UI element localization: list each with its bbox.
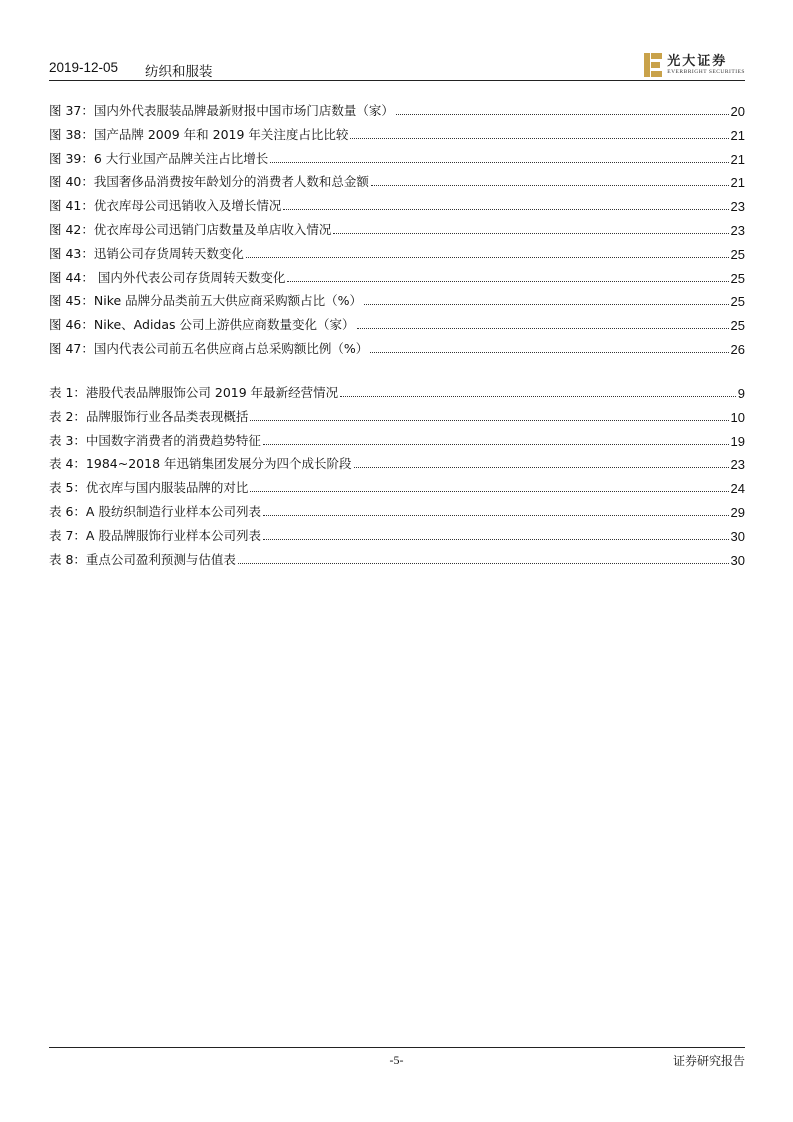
toc-entry[interactable] [49, 289, 745, 309]
company-logo [643, 50, 745, 80]
toc-entry[interactable] [49, 194, 745, 214]
toc-entry[interactable] [49, 476, 745, 496]
toc-entry-page: 30 [730, 528, 745, 544]
toc-leader-dots [357, 328, 729, 329]
toc-entry-page: 21 [730, 175, 745, 191]
toc-leader-dots [238, 563, 729, 564]
everbright-logo-icon [643, 52, 663, 78]
toc-leader-dots [270, 162, 728, 163]
page-number: -5- [389, 1053, 404, 1067]
toc-leader-dots [263, 539, 729, 540]
toc-leader-dots [364, 304, 728, 305]
toc-entry-page: 23 [730, 457, 745, 473]
toc-entry-page: 24 [730, 481, 745, 497]
report-date: 2019-12-05 [49, 60, 119, 75]
toc-entry[interactable] [49, 313, 745, 333]
toc-entry-title: 图 38：国产品牌 2009 年和 2019 年关注度占比比较 [49, 126, 349, 142]
toc-entry-page: 19 [730, 433, 745, 449]
toc-entry[interactable] [49, 218, 745, 238]
toc-entry-title: 图 47：国内代表公司前五名供应商占总采购额比例（%） [49, 341, 369, 356]
toc-entry-title: 表 6：A 股纺织制造行业样本公司列表 [49, 504, 261, 519]
toc-entry-title: 表 3：中国数字消费者的消费趋势特征 [49, 432, 261, 448]
report-sector: 纺织和服装 [145, 64, 213, 80]
toc-entry-title: 表 5：优衣库与国内服装品牌的对比 [49, 480, 249, 496]
toc-entry[interactable] [49, 123, 745, 143]
toc-leader-dots [370, 352, 728, 353]
report-type: 证券研究报告 [672, 1054, 745, 1068]
toc-leader-dots [263, 444, 729, 445]
toc-entry-page: 23 [730, 223, 745, 238]
toc-entry-title: 图 42：优衣库母公司迅销门店数量及单店收入情况 [49, 222, 332, 237]
toc-entry[interactable] [49, 242, 745, 262]
toc-entry-page: 26 [730, 342, 745, 357]
toc-entry-title: 图 41：优衣库母公司迅销收入及增长情况 [49, 198, 282, 214]
toc-leader-dots [354, 467, 729, 468]
toc-entry-title: 表 4：1984~2018 年迅销集团发展分为四个成长阶段 [49, 456, 352, 472]
header-divider [49, 80, 745, 81]
toc-entry-title: 表 7：A 股品牌服饰行业样本公司列表 [49, 527, 261, 543]
toc-entry-page: 30 [730, 552, 745, 568]
page-header [49, 56, 745, 80]
toc-entry-page: 21 [730, 151, 745, 167]
toc-entry-title: 图 45：Nike 品牌分品类前五大供应商采购额占比（%） [49, 293, 363, 309]
toc-entry-page: 10 [730, 409, 745, 425]
toc-entry[interactable] [49, 524, 745, 544]
toc-leader-dots [250, 491, 728, 492]
toc-leader-dots [287, 281, 728, 282]
toc-leader-dots [340, 396, 736, 397]
toc-leader-dots [263, 515, 729, 516]
toc-entry[interactable] [49, 548, 745, 568]
toc-entry[interactable] [49, 429, 745, 449]
toc-entry-title: 图 37：国内外代表服装品牌最新财报中国市场门店数量（家） [49, 103, 394, 118]
logo-english-name: EVERBRIGHT SECURITIES [667, 69, 745, 75]
toc-entry[interactable] [49, 147, 745, 167]
toc-entry-page: 25 [730, 294, 745, 310]
toc-entry-title: 图 46：Nike、Adidas 公司上游供应商数量变化（家） [49, 317, 355, 333]
toc-entry[interactable] [49, 405, 745, 425]
toc-leader-dots [396, 114, 729, 115]
toc-entry-page: 25 [730, 270, 745, 286]
toc-entry[interactable] [49, 500, 745, 520]
footer-divider [49, 1047, 745, 1048]
toc-leader-dots [246, 257, 729, 258]
toc-leader-dots [283, 209, 728, 210]
toc-entry-page: 9 [737, 386, 745, 401]
toc-entry-title: 图 44： 国内外代表公司存货周转天数变化 [49, 269, 286, 285]
toc-entry[interactable] [49, 99, 745, 119]
toc-entry-title: 表 8：重点公司盈利预测与估值表 [49, 551, 236, 567]
logo-chinese-name: 光大证券 [667, 54, 728, 69]
toc-entry-page: 25 [730, 318, 745, 334]
toc-entry[interactable] [49, 452, 745, 472]
toc-entry[interactable] [49, 337, 745, 357]
toc-leader-dots [333, 233, 728, 234]
toc-entry-page: 25 [730, 246, 745, 262]
toc-entry[interactable] [49, 170, 745, 190]
toc-entry[interactable] [49, 266, 745, 286]
toc-entry-title: 图 39：6 大行业国产品牌关注占比增长 [49, 150, 269, 166]
toc-entry-title: 表 1：港股代表品牌服饰公司 2019 年最新经营情况 [49, 385, 339, 400]
toc-entry-title: 表 2：品牌服饰行业各品类表现概括 [49, 408, 249, 424]
toc-entry-title: 图 40：我国奢侈品消费按年龄划分的消费者人数和总金额 [49, 174, 369, 190]
toc-leader-dots [250, 420, 728, 421]
toc-entry-page: 21 [730, 127, 745, 143]
toc-entry-page: 23 [730, 199, 745, 215]
toc-leader-dots [371, 185, 729, 186]
toc-entry-title: 图 43：迅销公司存货周转天数变化 [49, 245, 244, 261]
toc-entry-page: 29 [730, 505, 745, 520]
toc-leader-dots [350, 138, 728, 139]
toc-entry[interactable] [49, 381, 745, 401]
toc-entry-page: 20 [730, 104, 745, 119]
